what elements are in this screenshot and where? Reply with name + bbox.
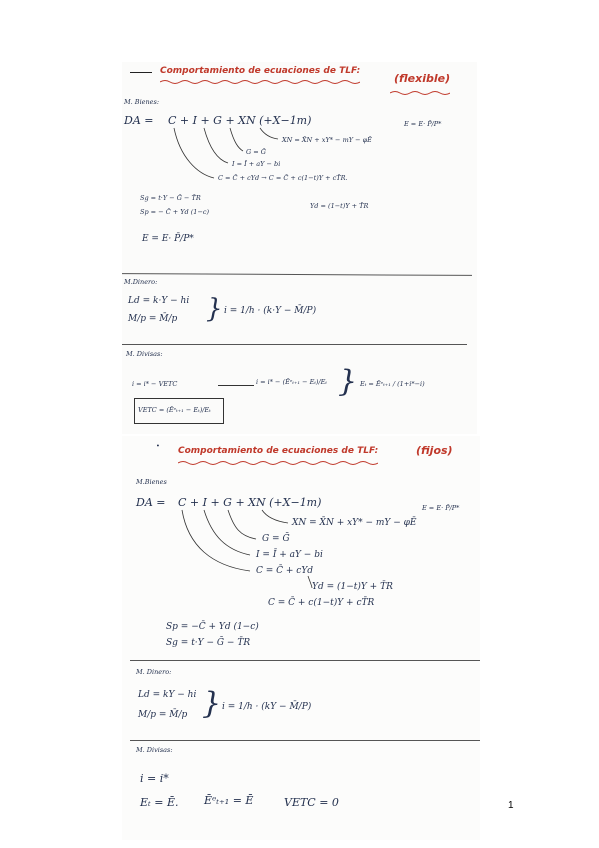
fixed-title: Comportamiento de ecuaciones de TLF: [178,446,379,456]
fixed-divider-2 [130,740,480,741]
section-bienes-heading: M. Bienes: [124,98,160,106]
uip-result: i = i* − (Ēᵉₜ₊₁ − Eₜ)/Eₜ [256,378,328,386]
fixed-i-equation: I = Ī + aY − bi [256,550,323,560]
fixed-g-equation: G = Ḡ [262,534,290,544]
fixed-section-dinero: M. Dinero: [136,668,172,676]
yd-equation: Yd = (1−t)Y + T̄R [310,202,369,210]
e-top-right: E = E· P̄/P* [404,120,442,128]
fixed-da-terms: C + I + G + XN (+X−1m) [178,496,322,509]
vetc-equation: VETC = (Ēᵉₜ₊₁ − Eₜ)/Eₜ [138,406,211,414]
fixed-i-money: i = 1/h · (kY − M̄/P) [222,702,312,712]
fixed-brace: } [202,686,222,721]
fixed-expected-e: Ēᵉₜ₊₁ = Ē [204,794,254,807]
fixed-regime-label: (fijos) [416,444,453,457]
bullet-dot: • [156,442,160,450]
fixed-sp-equation: Sp = −C̄ + Yd (1−c) [166,622,259,632]
fixed-section-bienes: M.Bienes [136,478,167,486]
i-money-equation: i = 1/h · (k·Y − M̄/P) [224,306,317,316]
fixed-da-label: DA = [136,496,166,509]
fixed-e-equation: Eₜ = Ē. [140,796,179,809]
flexible-title: Comportamiento de ecuaciones de TLF: [160,66,361,76]
fixed-money-equation: M/p = M̄/p [138,710,188,720]
section-dinero-heading: M.Dinero: [124,278,158,286]
brace-1: } [206,294,223,324]
flexible-regime-label: (flexible) [394,72,451,85]
i-equation: I = Ī + aY − bi [232,160,281,168]
fixed-c-full: C = C̄ + c(1−t)Y + cT̄R [268,598,375,608]
section-divisas-heading: M. Divisas: [126,350,163,358]
fixed-regime-notes [122,436,480,840]
fixed-vetc-zero: VETC = 0 [284,796,339,809]
fixed-e-top-right: E = E· P̄/P* [422,504,460,512]
brace-2: } [338,364,358,399]
money-supply-equation: M/p = M̄/p [128,314,178,324]
flexible-regime-notes [122,62,477,434]
fixed-i-equals-istar: i = i* [140,772,169,785]
fixed-yd-equation: Yd = (1−t)Y + T̄R [312,582,393,592]
page-number: 1 [508,800,514,811]
exchange-rate-result: Eₜ = Ēᵉₜ₊₁ / (1+i*−i) [360,380,425,388]
uip-equation: i = i* − VETC [132,380,178,388]
fixed-section-divisas: M. Divisas: [136,746,173,754]
ld-equation: Ld = k·Y − hi [128,296,190,306]
sp-equation: Sp = − C̄ + Yd (1−c) [140,208,210,216]
c-equation: C = C̄ + cYd → C = C̄ + c(1−t)Y + cT̄R. [218,174,348,182]
fixed-ld-equation: Ld = kY − hi [138,690,197,700]
divider-2 [122,344,467,345]
da-terms: C + I + G + XN (+X−1m) [168,114,312,127]
xn-equation: XN = X̄N + xY* − mY − φĒ [282,136,372,144]
da-label: DA = [124,114,154,127]
fixed-sg-equation: Sg = t·Y − Ḡ − T̄R [166,638,251,648]
fixed-xn-equation: XN = X̄N + xY* − mY − φĒ [292,518,417,528]
arrow-line [218,385,254,386]
fixed-divider-1 [130,660,480,661]
real-exchange-equation: E = E· P̄/P* [142,234,194,244]
fixed-c-equation: C = C̄ + cYd [256,566,314,576]
sg-equation: Sg = t·Y − Ḡ − T̄R [140,194,201,202]
g-equation: G = Ḡ [246,148,266,156]
